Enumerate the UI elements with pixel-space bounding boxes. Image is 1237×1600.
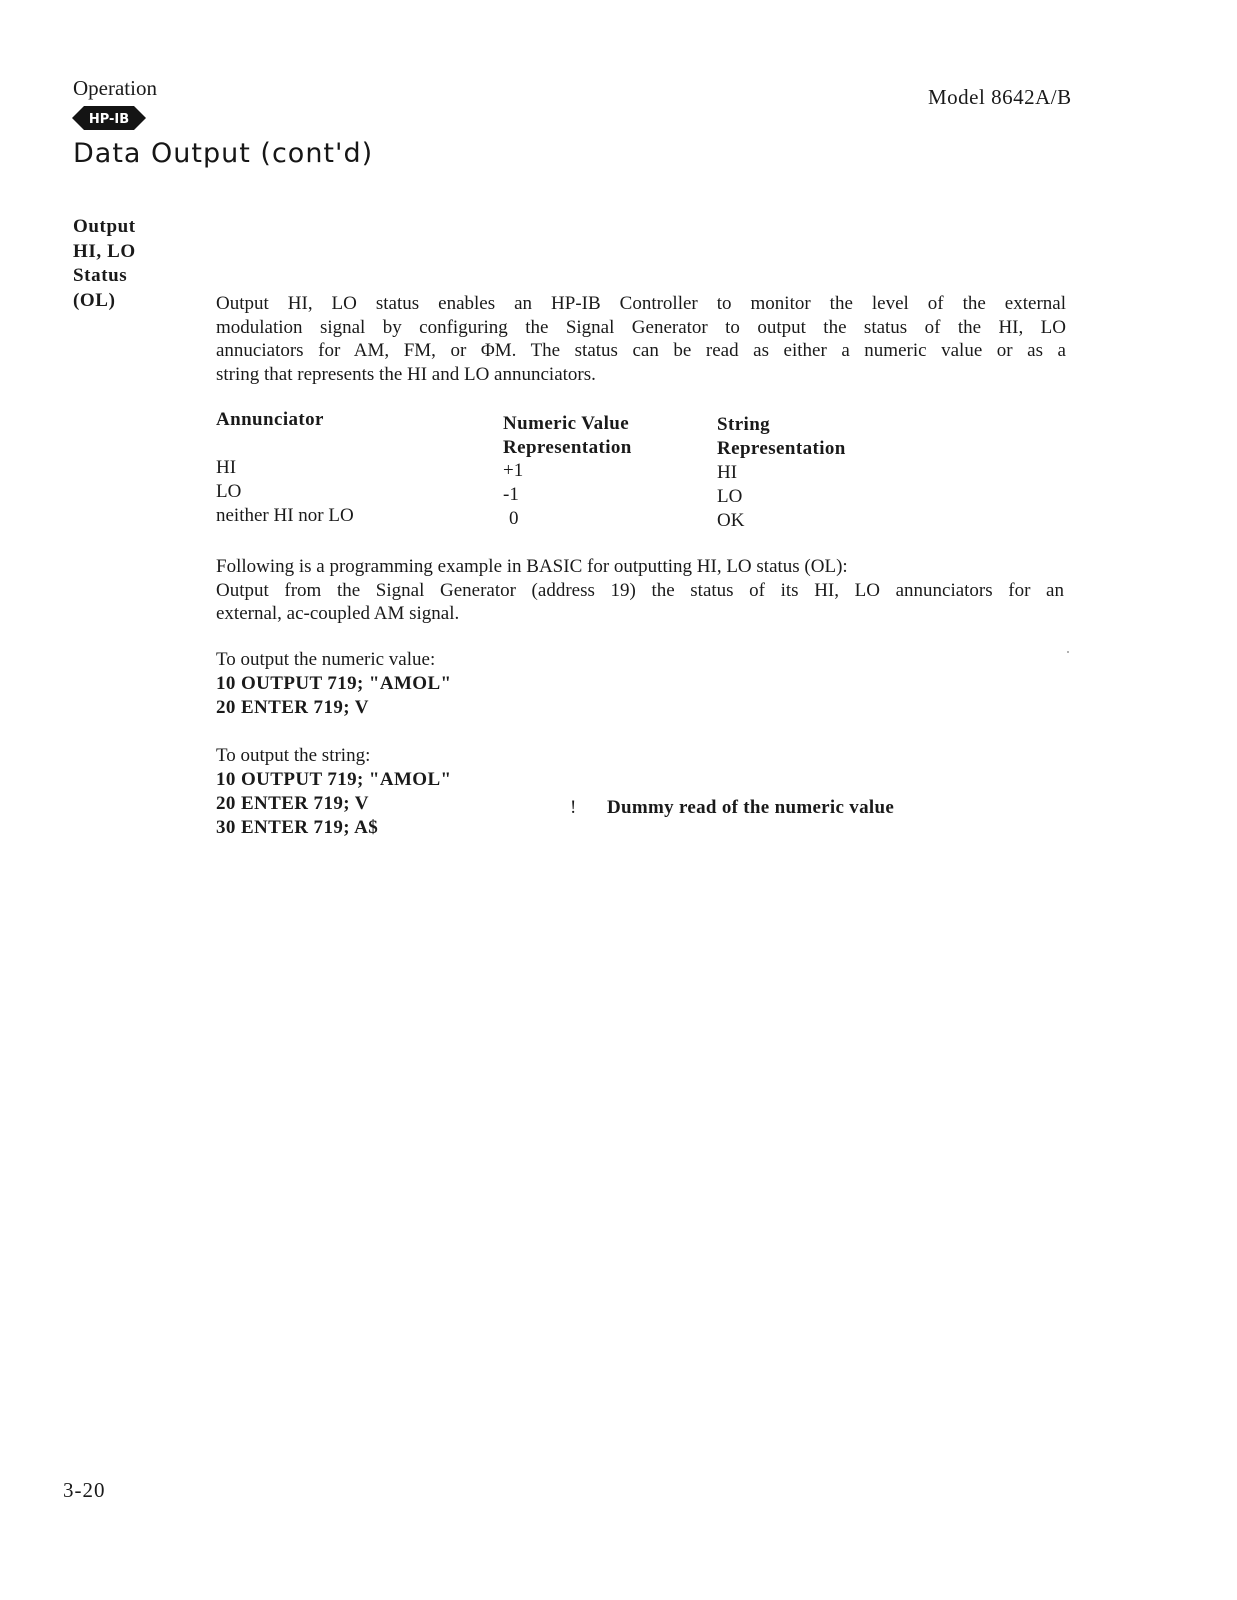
scan-speck: [1067, 651, 1069, 653]
paragraph-line: modulation signal by configuring the Signal Generator to output the status of the HI, LO: [216, 316, 1066, 338]
side-heading-line: Status: [73, 265, 128, 286]
column-header-line: Representation: [717, 438, 846, 459]
table-cell-string: HI: [717, 462, 738, 483]
column-header-line: Representation: [503, 437, 632, 458]
code-line: 20 ENTER 719; V: [216, 793, 369, 814]
column-header-numeric: [503, 412, 632, 460]
side-heading: [73, 215, 136, 313]
example-intro: To output the string:: [216, 745, 371, 766]
page-number: 3-20: [63, 1478, 106, 1502]
paragraph-line: string that represents the HI and LO annunciators.: [216, 363, 596, 385]
numeric-example: [216, 648, 452, 720]
paragraph-line: Output HI, LO status enables an HP-IB Controller to monitor the level of the external: [216, 293, 1066, 314]
table-cell-string: OK: [717, 510, 745, 531]
hpib-badge-shape: [72, 106, 146, 130]
column-header-annunciator: Annunciator: [216, 409, 324, 430]
table-cell-numeric: -1: [503, 484, 519, 505]
table-cell-numeric: 0: [509, 508, 519, 529]
side-heading-line: Output: [73, 216, 136, 237]
table-cell-annunciator: HI: [216, 457, 237, 478]
hpib-badge-label: HP-IB: [88, 112, 130, 127]
example-intro: To output the numeric value:: [216, 649, 436, 670]
paragraph-line: external, ac-coupled AM signal.: [216, 603, 460, 624]
table-cell-numeric: +1: [503, 460, 524, 481]
code-line: 30 ENTER 719; A$: [216, 817, 379, 838]
comment-mark: !: [570, 797, 577, 818]
section-label: Operation: [73, 76, 157, 100]
column-header-line: String: [717, 414, 771, 435]
description-paragraph: [216, 292, 1066, 386]
string-example: [216, 744, 452, 840]
code-line: 10 OUTPUT 719; "AMOL": [216, 769, 452, 790]
side-heading-line: (OL): [73, 289, 116, 311]
code-line: 20 ENTER 719; V: [216, 697, 369, 718]
paragraph-line: Following is a programming example in BASIC for outputting HI, LO status (OL):: [216, 556, 848, 577]
table-cell-annunciator: neither HI nor LO: [216, 505, 354, 526]
page-title: Data Output (cont'd): [73, 138, 374, 169]
paragraph-line: annuciators for AM, FM, or ΦM. The status can be read as either a numeric value or as a: [216, 340, 1066, 361]
paragraph-line: Output from the Signal Generator (address 19) the status of its HI, LO annunciators for an: [216, 579, 1064, 601]
model-number: Model 8642A/B: [928, 85, 1072, 109]
example-paragraph: [216, 555, 1064, 626]
table-cell-annunciator: LO: [216, 481, 242, 502]
hpib-badge: [72, 106, 146, 130]
comment-text: Dummy read of the numeric value: [607, 797, 895, 818]
side-heading-line: HI, LO: [73, 240, 136, 262]
column-header-string: [717, 413, 846, 461]
code-comment: [570, 797, 894, 819]
code-line: 10 OUTPUT 719; "AMOL": [216, 673, 452, 694]
table-cell-string: LO: [717, 486, 743, 507]
column-header-line: Numeric Value: [503, 413, 630, 434]
